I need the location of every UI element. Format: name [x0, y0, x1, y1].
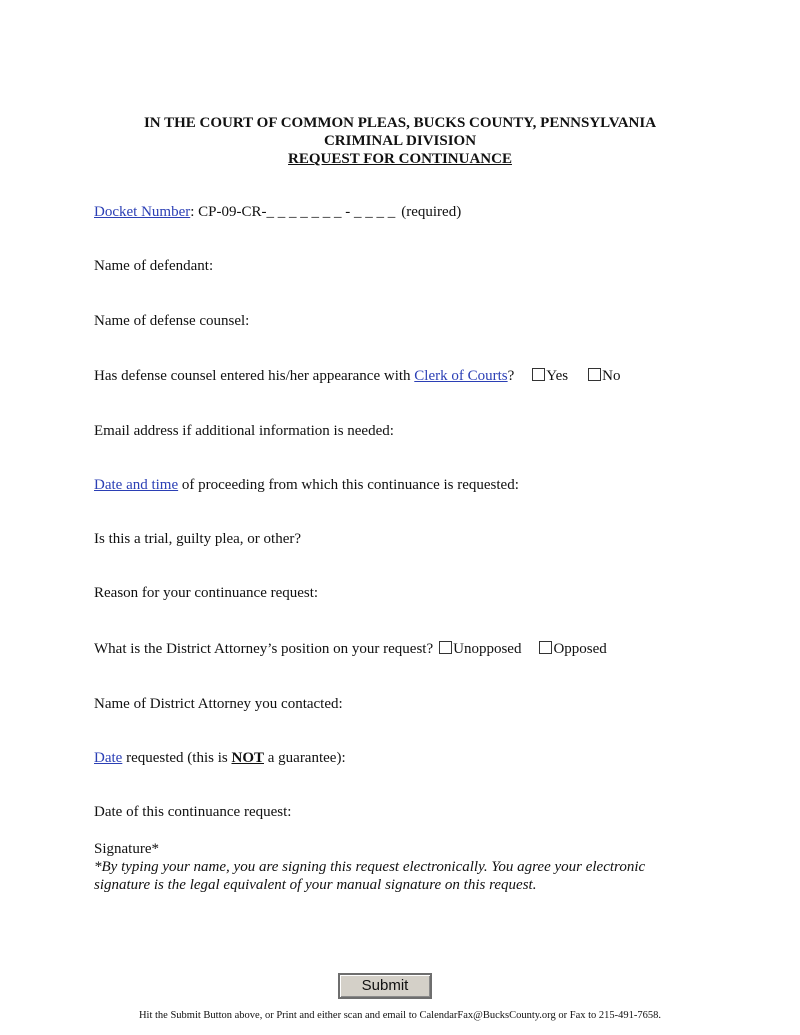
- yes-checkbox[interactable]: [532, 368, 545, 381]
- request-date-label: Date of this continuance request:: [94, 804, 292, 820]
- submit-button[interactable]: Submit: [338, 973, 432, 999]
- footer-instructions: Hit the Submit Button above, or Print and either scan and email to CalendarFax@BucksCounty.org or Fax to 215-491-7658.: [138, 1010, 662, 1021]
- defendant-name-field[interactable]: [94, 257, 213, 275]
- proceeding-type-label: Is this a trial, guilty plea, or other?: [94, 531, 302, 547]
- defendant-name-label: Name of defendant:: [94, 258, 214, 274]
- opposed-checkbox[interactable]: [539, 641, 552, 654]
- docket-number-format: : CP-09-CR-_ _ _ _ _ _ _ - _ _ _ _: [190, 204, 396, 220]
- proceeding-type-field[interactable]: [94, 530, 301, 548]
- date-link[interactable]: Date: [94, 750, 123, 766]
- signature-disclaimer: [94, 858, 734, 894]
- da-position-row: [94, 640, 607, 658]
- docket-number-row: [94, 203, 461, 221]
- unopposed-checkbox[interactable]: [439, 641, 452, 654]
- signature-disclaimer-line2: signature is the legal equivalent of your manual signature on this request.: [94, 877, 537, 893]
- appearance-row: [94, 367, 620, 385]
- clerk-of-courts-link[interactable]: Clerk of Courts: [414, 368, 508, 384]
- da-name-label: Name of District Attorney you contacted:: [94, 696, 343, 712]
- court-title: IN THE COURT OF COMMON PLEAS, BUCKS COUNTY, PENNSYLVANIA: [143, 115, 657, 131]
- unopposed-label: Unopposed: [453, 641, 522, 657]
- docket-number-link[interactable]: Docket Number: [94, 204, 191, 220]
- no-label: No: [602, 368, 621, 384]
- reason-label: Reason for your continuance request:: [94, 585, 319, 601]
- signature-disclaimer-line1: *By typing your name, you are signing this request electronically. You agree your electronic: [94, 859, 646, 875]
- defense-counsel-label: Name of defense counsel:: [94, 313, 250, 329]
- form-header: [0, 114, 800, 168]
- proceeding-date-label: of proceeding from which this continuance is requested:: [178, 477, 519, 493]
- da-name-field[interactable]: [94, 695, 343, 713]
- division-title: CRIMINAL DIVISION: [323, 133, 477, 149]
- requested-date-label: requested (this is: [122, 750, 232, 766]
- signature-field[interactable]: [94, 840, 159, 858]
- yes-label: Yes: [546, 368, 569, 384]
- appearance-question: Has defense counsel entered his/her appearance with: [94, 368, 415, 384]
- requested-date-row: [94, 749, 346, 767]
- opposed-label: Opposed: [553, 641, 607, 657]
- not-emphasis: NOT: [231, 750, 264, 766]
- date-and-time-link[interactable]: Date and time: [94, 477, 179, 493]
- da-position-label: What is the District Attorney’s position on your request?: [94, 641, 434, 657]
- requested-date-label-end: a guarantee):: [264, 750, 346, 766]
- no-checkbox[interactable]: [588, 368, 601, 381]
- reason-field[interactable]: [94, 584, 318, 602]
- docket-required-label: (required): [401, 204, 462, 220]
- form-title: REQUEST FOR CONTINUANCE: [288, 151, 512, 167]
- signature-label: Signature*: [94, 841, 159, 857]
- request-date-field[interactable]: [94, 803, 291, 821]
- appearance-question-mark: ?: [507, 368, 515, 384]
- defense-counsel-field[interactable]: [94, 312, 249, 330]
- email-field[interactable]: [94, 422, 394, 440]
- email-label: Email address if additional information is needed:: [94, 423, 394, 439]
- proceeding-date-row: [94, 476, 519, 494]
